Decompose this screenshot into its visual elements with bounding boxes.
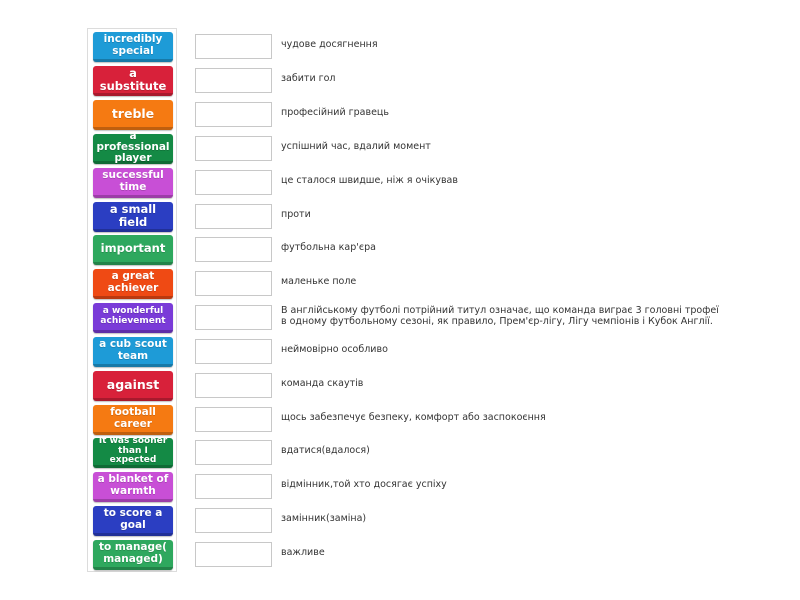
answer-drop-box[interactable] [195, 305, 272, 330]
word-tile[interactable] [93, 506, 173, 536]
answer-drop-box[interactable] [195, 407, 272, 432]
word-tile[interactable] [93, 405, 173, 435]
word-tile-label: successful time [102, 169, 164, 193]
answer-drop-box[interactable] [195, 68, 272, 93]
word-tile[interactable] [93, 269, 173, 299]
definition-text: професійний гравець [281, 107, 389, 118]
word-tile-label: against [106, 376, 160, 392]
answer-drop-box[interactable] [195, 34, 272, 59]
answer-drop-box[interactable] [195, 508, 272, 533]
answer-drop-box[interactable] [195, 339, 272, 364]
definition-text: відмінник,той хто досягає успіху [281, 479, 447, 490]
word-tile[interactable] [93, 100, 173, 130]
word-tile-label: a blanket of warmth [97, 473, 169, 497]
definition-text: чудове досягнення [281, 39, 378, 50]
word-tile[interactable] [93, 303, 173, 333]
definition-text: забити гол [281, 73, 336, 84]
word-tile-label: a small field [109, 202, 157, 229]
word-tile[interactable] [93, 438, 173, 468]
word-tile[interactable] [93, 32, 173, 62]
definition-text: замінник(заміна) [281, 513, 367, 524]
answer-drop-box[interactable] [195, 237, 272, 262]
word-tile-label: a professional player [96, 129, 170, 165]
definition-text: проти [281, 209, 311, 220]
definition-text: неймовірно особливо [281, 344, 388, 355]
word-tile[interactable] [93, 202, 173, 232]
word-tile-label: treble [111, 105, 155, 121]
definition-text: команда скаутів [281, 378, 364, 389]
answer-drop-box[interactable] [195, 102, 272, 127]
answer-drop-box[interactable] [195, 474, 272, 499]
word-tile-label: to score a goal [103, 507, 163, 531]
word-tile[interactable] [93, 472, 173, 502]
word-tile[interactable] [93, 235, 173, 265]
word-tile[interactable] [93, 371, 173, 401]
definition-text: В англійському футболі потрійний титул означає, що команда виграє 3 головні трофеї в одному футбольному сезоні, як правило, Прем'єр-лігу, Лігу чемпіонів і Кубок Англії. [281, 305, 719, 327]
word-tile[interactable] [93, 66, 173, 96]
word-tile[interactable] [93, 168, 173, 198]
definition-text: успішний час, вдалий момент [281, 141, 431, 152]
answer-drop-box[interactable] [195, 136, 272, 161]
definition-text: щось забезпечує безпеку, комфорт або заспокоєння [281, 412, 546, 423]
answer-drop-box[interactable] [195, 542, 272, 567]
word-tile-panel [87, 28, 177, 572]
word-tile-label: football career [110, 406, 156, 430]
definition-text: вдатися(вдалося) [281, 445, 370, 456]
definition-text: маленьке поле [281, 276, 357, 287]
definition-text: це сталося швидше, ніж я очікував [281, 175, 458, 186]
word-tile-label: It was sooner than I expected [98, 436, 168, 466]
answer-drop-box[interactable] [195, 204, 272, 229]
word-tile-label: to manage( managed) [99, 541, 167, 565]
word-tile-label: a cub scout team [99, 338, 167, 362]
word-tile[interactable] [93, 540, 173, 570]
answer-drop-box[interactable] [195, 440, 272, 465]
word-tile-label: a substitute [99, 66, 167, 93]
definition-text: футбольна кар'єра [281, 242, 376, 253]
answer-drop-box[interactable] [195, 271, 272, 296]
definition-text: важливе [281, 547, 325, 558]
word-tile[interactable] [93, 337, 173, 367]
word-tile[interactable] [93, 129, 173, 165]
word-tile-label: a great achiever [107, 270, 159, 294]
answer-drop-box[interactable] [195, 170, 272, 195]
answer-drop-box[interactable] [195, 373, 272, 398]
word-tile-label: important [100, 241, 166, 256]
word-tile-label: incredibly special [103, 33, 163, 57]
word-tile-label: a wonderful achievement [100, 306, 166, 326]
